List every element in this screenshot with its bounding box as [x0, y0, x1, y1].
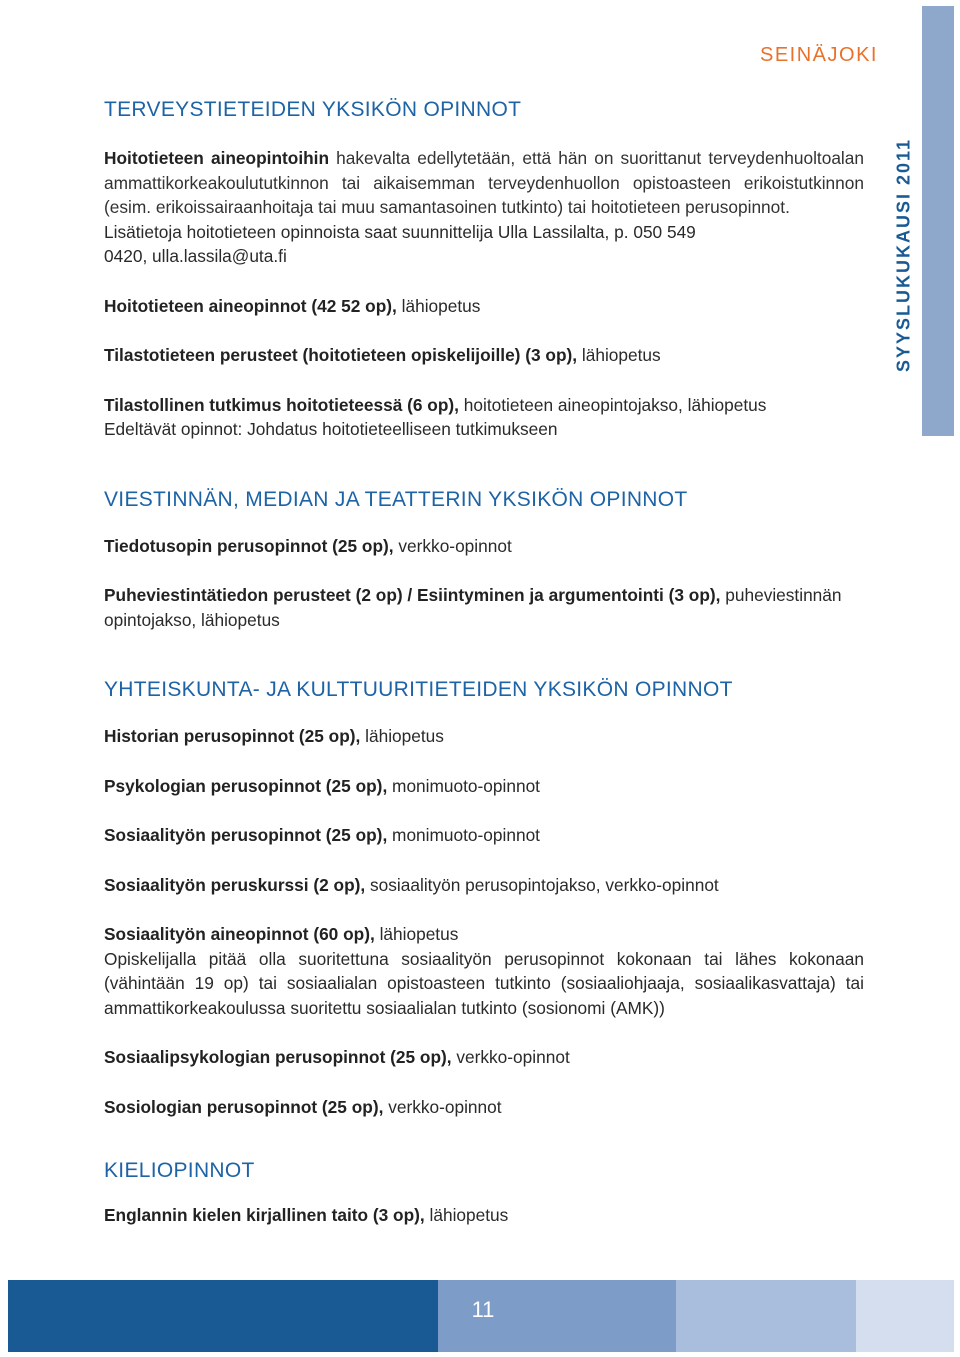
prerequisite-note: Edeltävät opinnot: Johdatus hoitotieteelliseen tutkimukseen: [104, 419, 558, 439]
location-label: SEINÄJOKI: [760, 44, 878, 66]
course-entry: [104, 873, 864, 898]
course-name: Puheviestintätiedon perusteet (2 op) / Esiintyminen ja argumentointi (3 op),: [104, 585, 721, 605]
side-banner: [922, 6, 954, 436]
course-mode: puheviestinnän opintojakso, lähiopetus: [104, 585, 842, 630]
course-name: Sosiaalityön peruskurssi (2 op),: [104, 874, 366, 895]
course-entry: [104, 1045, 864, 1070]
section-title: TERVEYSTIETEIDEN YKSIKÖN OPINNOT: [104, 98, 522, 121]
course-name: Tilastotieteen perusteet (hoitotieteen opiskelijoille) (3 op),: [104, 345, 578, 365]
course-name: Tiedotusopin perusopinnot (25 op),: [104, 535, 394, 556]
course-mode: verkko-opinnot: [383, 1096, 502, 1117]
course-name: Englannin kielen kirjallinen taito (3 op),: [104, 1205, 425, 1225]
course-name: Sosiaalityön perusopinnot (25 op),: [104, 825, 388, 845]
course-name: Hoitotieteen aineopintoihin: [104, 148, 330, 168]
page-content: [104, 98, 864, 1228]
course-name: Sosiaalityön aineopinnot (60 op),: [104, 924, 375, 944]
semester-label: SYYSLUKUKAUSI 2011: [893, 137, 914, 373]
footer-bar: [8, 1280, 954, 1352]
course-mode: lähiopetus: [374, 924, 459, 944]
course-mode: monimuoto-opinnot: [387, 775, 540, 796]
course-name: Hoitotieteen aineopinnot (42 52 op),: [104, 295, 397, 316]
course-entry: [104, 294, 864, 319]
course-mode: sosiaalityön perusopintojakso, verkko-opinnot: [365, 874, 719, 895]
section-title: YHTEISKUNTA- JA KULTTUURITIETEIDEN YKSIKÖN OPINNOT: [104, 678, 733, 701]
course-name: Psykologian perusopinnot (25 op),: [104, 775, 388, 796]
course-entry: [104, 1203, 864, 1228]
intro-paragraph: [104, 146, 864, 220]
footer-block-light: [676, 1280, 856, 1352]
info-paragraph: [104, 220, 704, 269]
course-entry: [104, 823, 864, 848]
course-entry: [104, 343, 864, 368]
course-entry: [104, 583, 864, 632]
course-mode: lähiopetus: [577, 345, 661, 365]
contact-text: Lisätietoja hoitotieteen opinnoista saat suunnittelija Ulla Lassilalta, p. 050 549 0420, ulla.lassila@uta.fi: [104, 221, 696, 266]
course-mode: lähiopetus: [360, 726, 444, 746]
page-number: 11: [471, 1297, 495, 1322]
course-entry: [104, 1095, 864, 1120]
course-name: Sosiologian perusopinnot (25 op),: [104, 1096, 384, 1117]
course-mode: monimuoto-opinnot: [387, 825, 540, 845]
course-mode: hoitotieteen aineopintojakso, lähiopetus: [458, 394, 767, 415]
course-entry: [104, 724, 864, 749]
course-name: Sosiaalipsykologian perusopinnot (25 op),: [104, 1047, 452, 1067]
course-entry: [104, 393, 864, 418]
course-entry: [104, 922, 864, 947]
prerequisite-note: Opiskelijalla pitää olla suoritettuna sosiaalityön perusopinnot kokonaan tai lähes kokonaan (vähintään 19 op) tai sosiaalialan opistoasteen tutkinto (sosiaaliohjaaja, sosiaalikasvattaja) tai ammattikorkeakoulussa suoritettu sosiaalialan tutkinto (sosionomi (AMK)): [104, 948, 864, 1018]
paragraph-text: hakevalta edellytetään, että hän on suorittanut terveydenhuoltoalan ammattikorkeakoulututkinnon tai aikaisemman terveydenhuollon opistoasteen erikoistutkinnon (esim. erikoissairaanhoitaja tai muu samantasoinen tutkinto) tai hoitotieteen perusopinnot.: [104, 148, 864, 217]
course-name: Tilastollinen tutkimus hoitotieteessä (6 op),: [104, 394, 459, 415]
section-title: KIELIOPINNOT: [104, 1159, 255, 1182]
course-mode: lähiopetus: [424, 1205, 509, 1225]
course-mode: verkko-opinnot: [451, 1047, 570, 1067]
course-entry: [104, 774, 864, 799]
course-entry: [104, 534, 864, 559]
footer-block-dark: [8, 1280, 438, 1352]
course-mode: lähiopetus: [396, 295, 481, 316]
course-name: Historian perusopinnot (25 op),: [104, 726, 361, 746]
section-title: VIESTINNÄN, MEDIAN JA TEATTERIN YKSIKÖN OPINNOT: [104, 487, 688, 511]
footer-block-pale: [856, 1280, 954, 1352]
course-mode: verkko-opinnot: [393, 535, 512, 556]
